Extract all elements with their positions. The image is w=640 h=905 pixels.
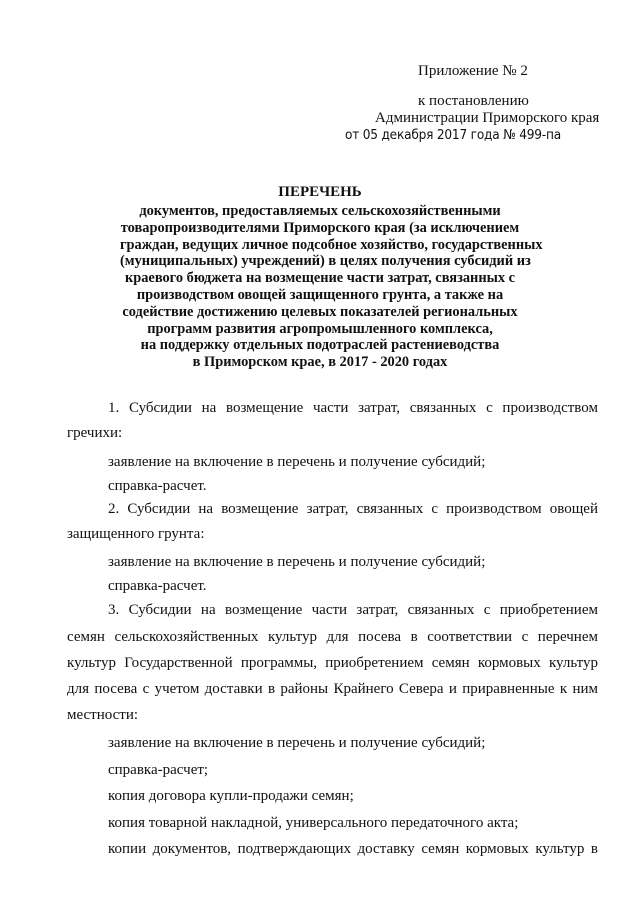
title-line: на поддержку отдельных подотраслей растениеводства	[140, 337, 500, 354]
paragraph-line: 1. Субсидии на возмещение части затрат, связанных с производством	[108, 400, 598, 416]
paragraph-line: защищенного грунта:	[67, 526, 205, 542]
list-item: заявление на включение в перечень и получение субсидий;	[108, 554, 486, 570]
list-item: справка-расчет.	[108, 578, 207, 594]
title-line: документов, предоставляемых сельскохозяйственными	[139, 203, 501, 219]
title-line: краевого бюджета на возмещение части затрат, связанных с	[124, 270, 516, 287]
paragraph-line: гречихи:	[67, 425, 123, 441]
list-item: справка-расчет;	[108, 762, 209, 778]
title-line: в Приморском крае, в 2017 - 2020 годах	[192, 354, 448, 371]
list-item: заявление на включение в перечень и получение субсидий;	[108, 454, 486, 470]
paragraph-line: 3. Субсидии на возмещение части затрат, связанных с приобретением	[108, 602, 598, 618]
list-item: копия товарной накладной, универсального передаточного акта;	[108, 815, 519, 831]
title-line: (муниципальных) учреждений) в целях получения субсидий из	[120, 253, 531, 270]
annex-date-number: от 05 декабря 2017 года № 499-па	[345, 127, 561, 143]
paragraph-line: местности:	[67, 707, 139, 723]
list-item: заявление на включение в перечень и получение субсидий;	[108, 735, 486, 751]
list-item: копии документов, подтверждающих доставку семян кормовых культур в	[108, 841, 598, 857]
list-item: копия договора купли-продажи семян;	[108, 788, 354, 804]
paragraph-line: семян сельскохозяйственных культур для посева в соответствии с перечнем	[67, 629, 598, 645]
paragraph-line: 2. Субсидии на возмещение затрат, связанных с производством овощей	[108, 501, 598, 517]
title-line: содействие достижению целевых показателей региональных	[122, 303, 518, 320]
annex-resolution-ref: к постановлению	[418, 93, 529, 109]
title-line: товаропроизводителями Приморского края (за исключением	[120, 219, 520, 236]
list-item: справка-расчет.	[108, 478, 207, 494]
title-line: программ развития агропромышленного комплекса,	[147, 320, 493, 337]
annex-number: Приложение № 2	[418, 63, 528, 79]
title-line: производством овощей защищенного грунта, а также на	[136, 286, 504, 303]
paragraph-line: культур Государственной программы, приобретением семян кормовых культур	[67, 655, 598, 671]
annex-administration: Администрации Приморского края	[375, 110, 600, 126]
title-main: ПЕРЕЧЕНЬ	[278, 184, 362, 200]
paragraph-line: для посева с учетом доставки в районы Крайнего Севера и приравненные к ним	[67, 681, 598, 697]
title-line: граждан, ведущих личное подсобное хозяйство, государственных	[120, 236, 543, 253]
